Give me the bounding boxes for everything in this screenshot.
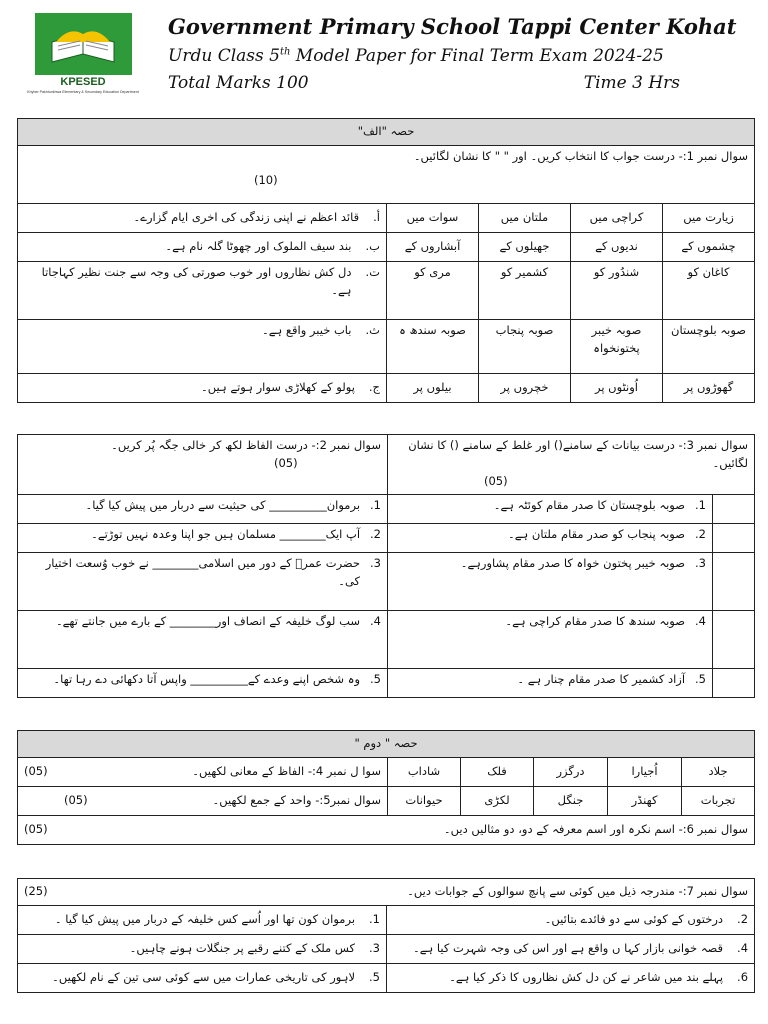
q1-marks: (10) [254,172,278,187]
q3-item: 5. آزاد کشمیر کا صدر مقام چنار ہے ۔ [388,669,713,698]
q7-item: 3. کس ملک کے کتنے رقبے پر جنگلات ہونے چاہیں۔ [18,935,387,964]
q3-answer-box[interactable] [713,611,755,669]
q5-word: لکڑی [461,787,534,816]
option: ملتان میں [479,204,571,233]
option: اُونٹوں پر [571,374,663,403]
section-a-title: حصہ "الف" [18,119,755,146]
q1-row: ج. پولو کے کھلاڑی سوار ہوتے ہیں۔ بیلوں پر خچروں پر اُونٹوں پر گھوڑوں پر [18,374,755,403]
kpesed-logo [27,12,139,96]
q7-instruction: سوال نمبر 7:- مندرجہ ذیل میں کوئی سے پانچ سوالوں کے جوابات دیں۔ (25) [18,879,755,906]
q4-word: فلک [461,758,534,787]
q7-item: 1. برموان کون تھا اور اُسے کس خلیفہ کے دربار میں پیش کیا گیا ۔ [18,906,387,935]
q5-word: کھنڈر [608,787,682,816]
q7-item: 5. لاہور کی تاریخی عمارات میں سے کوئی سی تین کے نام لکھیں۔ [18,964,387,993]
q3-answer-box[interactable] [713,495,755,524]
q4-word: جلاد [682,758,755,787]
logo-acronym: KPESED [60,76,106,88]
option: بیلوں پر [387,374,479,403]
q2-instruction: سوال نمبر 2:- درست الفاظ لکھ کر خالی جگہ پُر کریں۔ (05) [18,435,388,495]
option: صوبہ بلوچستان [663,320,755,374]
section-b-title: حصہ " دوم " [18,731,755,758]
q4-instruction: سوا ل نمبر 4:- الفاظ کے معانی لکھیں۔ (05) [18,758,388,787]
q2-item: 1. برموان__________ کی حیثیت سے دربار میں پیش کیا گیا۔ [18,495,388,524]
q7-item: 4. قصہ خوانی بازار کہا ں واقع ہے اور اس کی وجہ شہرت کیا ہے۔ [387,935,755,964]
q3-item: 1. صوبہ بلوچستان کا صدر مقام کوئٹہ ہے۔ [388,495,713,524]
q4-marks: (05) [24,764,48,779]
q7-item: 6. پہلے بند میں شاعر نے کن دل کش نظاروں کا ذکر کیا ہے۔ [387,964,755,993]
option: مری کو [387,262,479,320]
option: کاغان کو [663,262,755,320]
option: آبشاروں کے [387,233,479,262]
q2-q3-table [17,434,755,698]
q1-row: ب. بند سیف الملوک اور چھوٹا گلہ نام ہے۔ آبشاروں کے جھیلوں کے ندیوں کے چشموں کے [18,233,755,262]
q3-item: 2. صوبہ پنجاب کو صدر مقام ملتان ہے۔ [388,524,713,553]
q4-word: درگزر [534,758,608,787]
q6-instruction: سوال نمبر 6:- اسم نکرہ اور اسم معرفہ کے دو، دو مثالیں دیں۔ (05) [18,816,755,845]
option: کراچی میں [571,204,663,233]
option: کشمیر کو [479,262,571,320]
q1-instruction: سوال نمبر 1:- درست جواب کا انتخاب کریں۔ اور " " کا نشان لگائیں۔ (10) [18,146,755,204]
option: زیارت میں [663,204,755,233]
q1-row: ت. دل کش نظاروں اور خوب صورتی کی وجہ سے جنت نظیر کہاجاتا ہے۔ مری کو کشمیر کو شندُور کو کاغان کو [18,262,755,320]
q4-word: اُجیارا [608,758,682,787]
q5-word: تجربات [682,787,755,816]
q5-word: حیوانات [388,787,461,816]
option: جھیلوں کے [479,233,571,262]
q3-answer-box[interactable] [713,669,755,698]
logo-department: Khyber Pakhtunkhwa Elementary & Secondary Education Department [27,90,139,94]
q5-marks: (05) [64,793,88,808]
q3-item: 3. صوبہ خیبر پختون خواہ کا صدر مقام پشاورہے۔ [388,553,713,611]
q2-item: 5. وہ شخص اپنے وعدے کے__________ واپس آتا دکھائی دے رہا تھا۔ [18,669,388,698]
q7-table [17,878,755,993]
q2-marks: (05) [274,455,298,470]
total-marks: Total Marks 100 [168,73,309,93]
q1-row: أ. قائد اعظم نے اپنی زندگی کی اخری ایام گزارے۔ سوات میں ملتان میں کراچی میں زیارت میں [18,204,755,233]
school-name: Government Primary School Tappi Center Kohat [168,14,737,39]
q1-row: ث. باب خیبر واقع ہے۔ صوبہ سندھ ہ صوبہ پنجاب صوبہ خیبر پختونخواہ صوبہ بلوچستان [18,320,755,374]
option: چشموں کے [663,233,755,262]
option: صوبہ سندھ ہ [387,320,479,374]
section-b-table [17,730,755,845]
option: شندُور کو [571,262,663,320]
q2-item: 2. آپ ایک________ مسلمان ہیں جو اپنا وعدہ نہیں توڑتے۔ [18,524,388,553]
option: سوات میں [387,204,479,233]
option: صوبہ پنجاب [479,320,571,374]
q7-item: 2. درختوں کے کوئی سے دو فائدے بتائیں۔ [387,906,755,935]
q7-marks: (25) [24,884,48,899]
option: ندیوں کے [571,233,663,262]
option: صوبہ خیبر پختونخواہ [571,320,663,374]
q4-word: شاداب [388,758,461,787]
q3-answer-box[interactable] [713,553,755,611]
option: خچروں پر [479,374,571,403]
q3-instruction: سوال نمبر 3:- درست بیانات کے سامنے() اور غلط کے سامنے () کا نشان لگائیں۔ (05) [388,435,755,495]
q1-table [17,118,755,403]
exam-time: Time 3 Hrs [583,73,680,93]
q5-word: جنگل [534,787,608,816]
q2-item: 4. سب لوگ خلیفہ کے انصاف اور________ کے بارے میں جانتے تھے۔ [18,611,388,669]
q3-item: 4. صوبہ سندھ کا صدر مقام کراچی ہے۔ [388,611,713,669]
q3-marks: (05) [484,473,508,488]
q5-instruction: سوال نمبر5:- واحد کے جمع لکھیں۔ (05) [18,787,388,816]
q6-marks: (05) [24,822,48,837]
paper-subtitle: Urdu Class 5th Model Paper for Final Term Exam 2024-25 [168,46,664,66]
q2-item: 3. حضرت عمرؓ کے دور میں اسلامی________ نے خوب وُسعت اختیار کی۔ [18,553,388,611]
option: گھوڑوں پر [663,374,755,403]
q3-answer-box[interactable] [713,524,755,553]
